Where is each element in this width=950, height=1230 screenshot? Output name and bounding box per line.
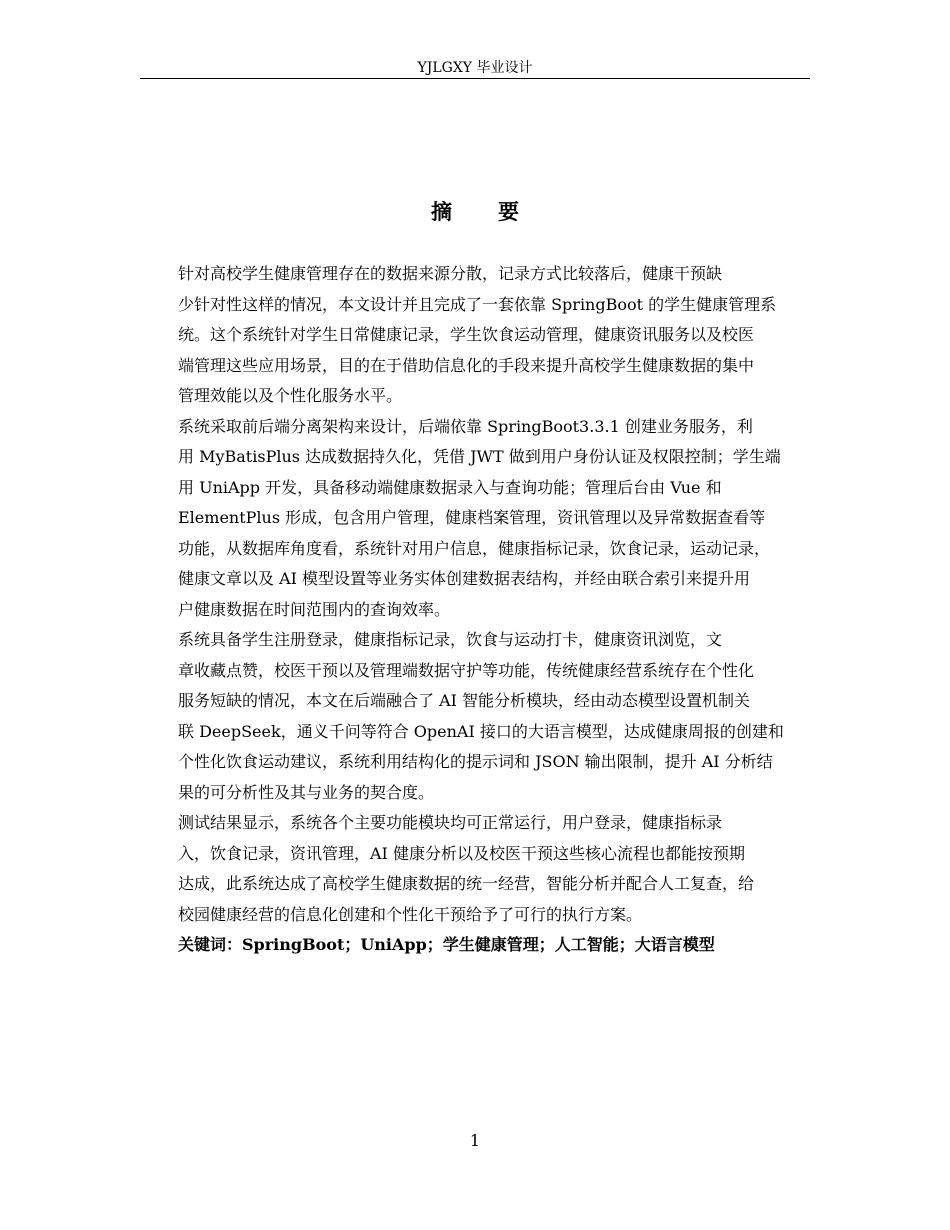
text-line: 联 DeepSeek，通义千问等符合 OpenAI 接口的大语言模型，达成健康周报的创建和 [178, 721, 784, 741]
text-line: 端管理这些应用场景，目的在于借助信息化的手段来提升高校学生健康数据的集中 [178, 355, 755, 375]
text-line: 统。这个系统针对学生日常健康记录，学生饮食运动管理，健康资讯服务以及校医 [178, 325, 755, 344]
text-line: 入，饮食记录，资讯管理，AI 健康分析以及校医干预这些核心流程也都能按预期 [178, 843, 745, 863]
text-line: 用 UniApp 开发，具备移动端健康数据录入与查询功能；管理后台由 Vue 和 [178, 477, 722, 497]
abstract-body [140, 259, 810, 961]
abstract-title-char-1: 摘 [431, 199, 452, 224]
text-line: 系统采取前后端分离架构来设计，后端依靠 SpringBoot3.3.1 创建业务服务，利 [178, 416, 753, 436]
text-line: 达成，此系统达成了高校学生健康数据的统一经营，智能分析并配合人工复查，给 [178, 874, 755, 893]
text-line: 服务短缺的情况，本文在后端融合了 AI 智能分析模块，经由动态模型设置机制关 [178, 691, 751, 710]
text-line: 系统具备学生注册登录，健康指标记录，饮食与运动打卡，健康资讯浏览，文 [178, 630, 723, 649]
text-line: 校园健康经营的信息化创建和个性化干预给予了可行的执行方案。 [178, 904, 643, 924]
keywords-line: 关键词：SpringBoot；UniApp；学生健康管理；人工智能；大语言模型 [178, 935, 715, 954]
abstract-title [140, 196, 810, 228]
abstract-paragraph-4 [140, 808, 810, 930]
page-number: 1 [469, 1131, 481, 1150]
text-line: 功能，从数据库角度看，系统针对用户信息，健康指标记录，饮食记录，运动记录， [178, 538, 771, 558]
text-line: 章收藏点赞，校医干预以及管理端数据守护等功能，传统健康经营系统存在个性化 [178, 660, 755, 680]
text-line: 用 MyBatisPlus 达成数据持久化，凭借 JWT 做到用户身份认证及权限控制；学生端 [178, 447, 781, 466]
text-line: 个性化饮食运动建议，系统利用结构化的提示词和 JSON 输出限制，提升 AI 分析结 [178, 752, 773, 771]
abstract-paragraph-1 [140, 259, 810, 412]
text-line: 少针对性这样的情况，本文设计并且完成了一套依靠 SpringBoot 的学生健康管理系 [178, 294, 777, 314]
text-line: 果的可分析性及其与业务的契合度。 [178, 782, 435, 802]
abstract-paragraph-2 [140, 412, 810, 626]
abstract-title-char-2: 要 [498, 199, 519, 224]
abstract-paragraph-3 [140, 625, 810, 808]
page-header: YJLGXY 毕业设计 [417, 60, 533, 76]
header-rule [140, 78, 810, 79]
text-line: 针对高校学生健康管理存在的数据来源分散，记录方式比较落后，健康干预缺 [178, 264, 723, 283]
text-line: 管理效能以及个性化服务水平。 [178, 386, 403, 405]
text-line: ElementPlus 形成，包含用户管理，健康档案管理，资讯管理以及异常数据查看等 [178, 508, 766, 527]
text-line: 测试结果显示，系统各个主要功能模块均可正常运行，用户登录，健康指标录 [178, 813, 723, 832]
text-line: 健康文章以及 AI 模型设置等业务实体创建数据表结构，并经由联合索引来提升用 [178, 569, 751, 588]
text-line: 户健康数据在时间范围内的查询效率。 [178, 599, 451, 619]
